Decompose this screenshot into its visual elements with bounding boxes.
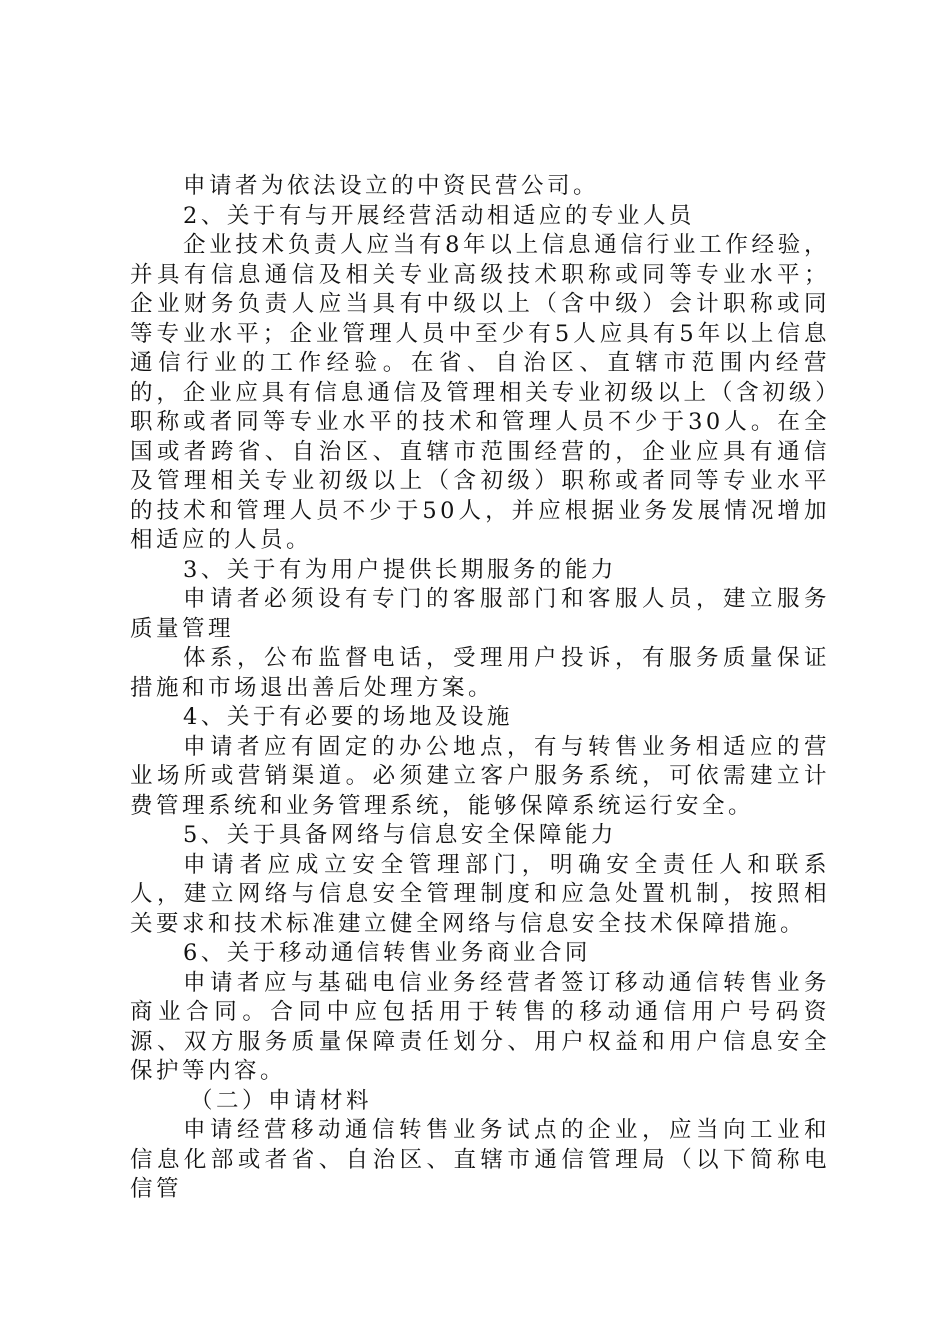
paragraph: 申请者应成立安全管理部门，明确安全责任人和联系人，建立网络与信息安全管理制度和应急处置机制，按照相关要求和技术标准建立健全网络与信息安全技术保障措施。 [130,851,830,937]
subsection-heading: （二）申请材料 [190,1087,373,1114]
section-heading: 6、关于移动通信转售业务商业合同 [183,940,591,966]
paragraph: 申请经营移动通信转售业务试点的企业，应当向工业和信息化部或者省、自治区、直辖市通信管理局（以下简称电信管 [130,1117,830,1202]
paragraph: 申请者应有固定的办公地点，有与转售业务相适应的营业场所或营销渠道。必须建立客户服务系统，可依需建立计费管理系统和业务管理系统，能够保障系统运行安全。 [130,733,830,819]
paragraph: 企业技术负责人应当有8年以上信息通信行业工作经验，并具有信息通信及相关专业高级技术职称或同等专业水平；企业财务负责人应当具有中级以上（含中级）会计职称或同等专业水平；企业管理人员中至少有5人应具有5年以上信息通信行业的工作经验。在省、自治区、直辖市范围内经营的，企业应具有信息通信及管理相关专业初级以上（含初级）职称或者同等专业水平的技术和管理人员不少于30人。在全国或者跨省、自治区、直辖市范围经营的，企业应具有通信及管理相关专业初级以上（含初级）职称或者同等专业水平的技术和管理人员不少于50人，并应根据业务发展情况增加相适应的人员。 [130,232,830,553]
paragraph: 申请者为依法设立的中资民营公司。 [183,173,600,199]
section-heading: 3、关于有为用户提供长期服务的能力 [183,556,617,583]
paragraph: 体系，公布监督电话，受理用户投诉，有服务质量保证措施和市场退出善后处理方案。 [130,645,830,701]
paragraph: 申请者应与基础电信业务经营者签订移动通信转售业务商业合同。合同中应包括用于转售的移动通信用户号码资源、双方服务质量保障责任划分、用户权益和用户信息安全保护等内容。 [130,969,830,1084]
section-heading: 4、关于有必要的场地及设施 [183,704,513,730]
section-heading: 2、关于有与开展经营活动相适应的专业人员 [183,202,695,229]
paragraph: 申请者必须设有专门的客服部门和客服人员，建立服务质量管理 [130,586,830,642]
document-body [130,172,830,1205]
section-heading: 5、关于具备网络与信息安全保障能力 [183,822,617,848]
